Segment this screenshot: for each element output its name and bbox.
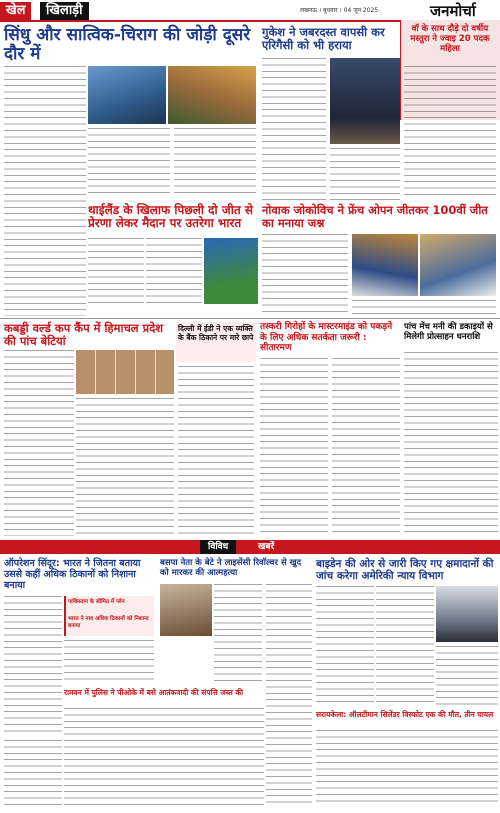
article-text-sitapur <box>178 366 254 536</box>
headline-sindoor: ऑपरेशन सिंदूर: भारत ने जितना बताया उससे कहीं अधिक ठिकानों को निशाना बनाया <box>4 558 141 591</box>
section-label: खेल <box>0 2 31 20</box>
headline-biden: बाइडेन की ओर से जारी किए गए क्षमादानों की जांच करेगा अमेरिकी न्याय विभाग <box>316 558 494 582</box>
band-left-label: विविध <box>200 540 236 554</box>
photo-bijnor <box>160 584 212 636</box>
headline-main: सिंधु और सात्विक-चिराग की जोड़ी दूसरे दौर में <box>4 25 251 65</box>
article-text-sindoor-2 <box>64 640 154 684</box>
article-text-ramban <box>64 708 264 808</box>
divider <box>0 318 500 319</box>
photo-biden <box>436 586 498 642</box>
article-text-gang-2 <box>332 358 400 536</box>
dateline: लखनऊ । बुधवार । 04 जून 2025 <box>300 7 379 14</box>
article-text-saraikela <box>316 730 498 806</box>
photo-thailand <box>204 238 258 304</box>
headline-bijnor: बसपा नेता के बेटे ने लाइसेंसी रिवॉल्वर से खुद को मारकर की आत्महत्या <box>160 558 302 578</box>
article-text-sindoor-3 <box>4 740 62 808</box>
headline-side-box: वॉ के साथ दौड़े दो वर्षीय मस्तुरा ने ज्वाइ 20 पदक महिला <box>410 24 490 54</box>
article-text-gukesh-2 <box>330 148 400 200</box>
article-text-biden <box>316 586 374 706</box>
article-text-gang <box>260 358 328 536</box>
article-text-sindoor <box>4 596 62 736</box>
article-text-kabaddi <box>4 350 74 536</box>
photo-gukesh <box>330 58 400 144</box>
headline-thailand: थाईलैंड के खिलाफ पिछली दो जीत से प्रेरणा लेकर मैदान पर उतरेगा भारत <box>88 203 253 231</box>
subhead-sindoor: रामवन में पुलिस ने पीओके में बसे आतंकवादी की संपत्ति जब्त की <box>64 688 244 697</box>
article-text-gukesh <box>262 58 326 200</box>
band-right-label: खबरें <box>250 540 282 554</box>
article-text-thailand <box>88 238 144 308</box>
article-text-side <box>404 66 496 200</box>
photo-main-2 <box>168 66 256 124</box>
article-text-djokovic-2 <box>352 300 496 316</box>
article-text-thailand-2 <box>146 238 202 308</box>
article-text-biden-3 <box>436 646 498 706</box>
article-text-bijnor <box>214 584 262 684</box>
article-text-main-2 <box>88 128 170 198</box>
article-text-main <box>4 66 86 316</box>
article-text-paanch <box>404 352 498 536</box>
headline-sitapur: दिल्ली में ईडी ने एक व्यक्ति के बैंक ठिकाने पर मारे छापे <box>178 324 254 342</box>
section-sub-label: खिलाड़ी <box>40 2 89 20</box>
article-text-main-3 <box>174 128 256 198</box>
headline-kabaddi: कबड्डी वर्ल्ड कप कैंप में हिमाचल प्रदेश की पांच बेटियां <box>4 321 164 348</box>
headline-djokovic: नोवाक जोकोविच ने फ्रेंच ओपन जीतकर 100वीं जीत का मनाया जश्न <box>262 203 488 230</box>
headline-gang: तस्करी गिरोहों के मास्टरमाइंड को पकड़ने के लिए अधिक सतर्कता जरूरी : सीतारमण <box>260 322 393 353</box>
article-text-djokovic <box>262 234 348 314</box>
bullet-1: पाकिस्तान के सीमित में प्लेन <box>68 599 125 605</box>
photo-kabaddi <box>76 350 174 394</box>
bullet-2: भारत ने नाव अधिक ठिकानों को निशाना बनाया <box>68 616 149 629</box>
photo-main <box>88 66 166 124</box>
subhead-biden: सरायकेला: ऑलटीमान सिलेंडर विस्फोट एक की मौत, तीन घायल <box>316 710 494 719</box>
newspaper-logo: जनमोर्चा <box>430 2 476 20</box>
headline-paanch: पांच मेंच मनी की डकाइयों से मिलेगी प्रोत्साहन धनराशि <box>404 322 493 342</box>
article-text-kabaddi-2 <box>76 398 174 536</box>
photo-djokovic-2 <box>420 234 496 296</box>
article-text-biden-2 <box>376 586 434 706</box>
article-text-bijnor-2 <box>266 584 312 806</box>
headline-gukesh: गुकेश ने जबरदस्त वापसी कर एरिगैसी को भी हराया <box>262 25 385 52</box>
photo-djokovic <box>352 234 418 296</box>
